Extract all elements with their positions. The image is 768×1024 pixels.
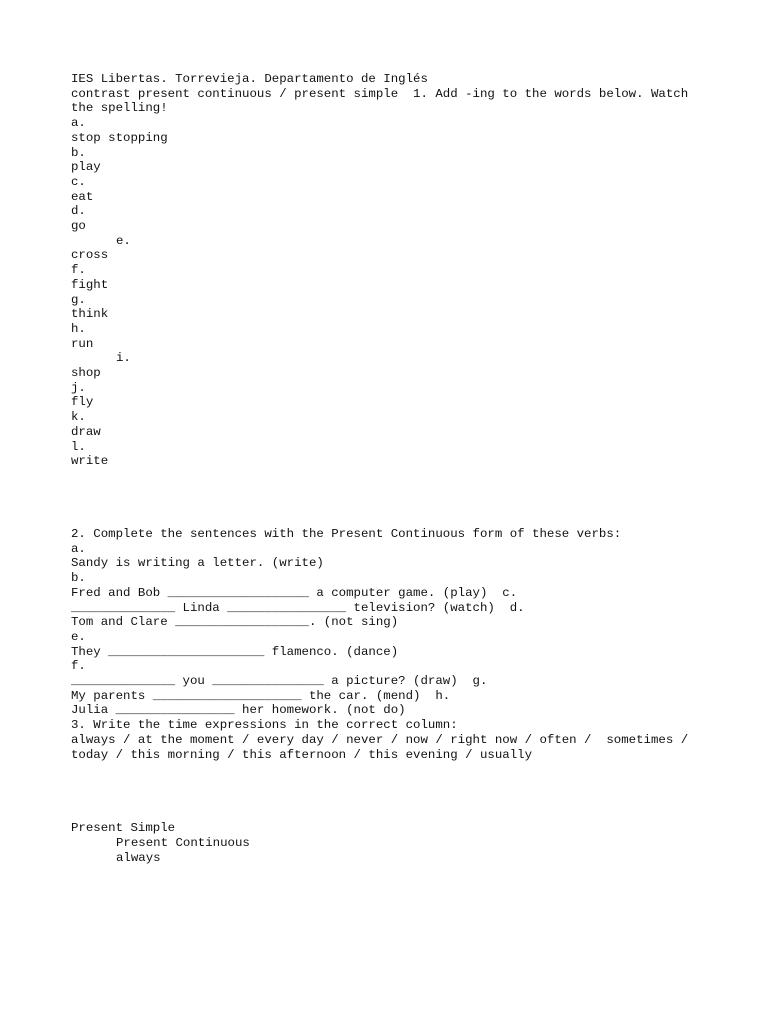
item-letter: f. xyxy=(71,263,86,278)
sentence-line: ______________ you _______________ a picture? (draw) g. xyxy=(71,674,488,689)
item-word: shop xyxy=(71,366,101,381)
item-letter: i. xyxy=(116,351,131,366)
sentence-line: Tom and Clare __________________. (not sing) xyxy=(71,615,399,630)
item-letter: g. xyxy=(71,292,86,307)
sentence-line: a. xyxy=(71,541,86,556)
worksheet-page xyxy=(71,72,711,865)
item-letter: h. xyxy=(71,321,86,336)
spacer xyxy=(71,762,711,821)
item-letter: l. xyxy=(71,439,86,454)
item-letter: e. xyxy=(116,233,131,248)
sentence-line: My parents ____________________ the car. (mend) h. xyxy=(71,688,451,703)
item-word: stop stopping xyxy=(71,130,168,145)
exercise-2 xyxy=(71,527,711,718)
sentence-line: Sandy is writing a letter. (write) xyxy=(71,556,324,571)
sentence-line: They _____________________ flamenco. (dance) xyxy=(71,644,399,659)
sentence-line: ______________ Linda ________________ television? (watch) d. xyxy=(71,600,525,615)
document-header: IES Libertas. Torrevieja. Departamento de Inglés xyxy=(71,72,428,86)
sentence-line: f. xyxy=(71,659,86,674)
exercise-1-list xyxy=(71,116,711,469)
item-letter: k. xyxy=(71,410,86,425)
item-word: think xyxy=(71,307,109,322)
item-letter: b. xyxy=(71,145,86,160)
item-word: fly xyxy=(71,395,94,410)
column-present-continuous: Present Continuous xyxy=(116,835,250,850)
item-word: write xyxy=(71,454,109,469)
exercise-2-title: 2. Complete the sentences with the Present Continuous form of these verbs: xyxy=(71,526,622,541)
item-word: draw xyxy=(71,424,101,439)
time-expressions: always / at the moment / every day / never / now / right now / often / sometimes / today / this morning / this afternoon / this evening / usually xyxy=(71,732,696,762)
exercise-1-instructions: contrast present continuous / present simple 1. Add -ing to the words below. Watch the spelling! xyxy=(71,86,696,116)
item-word: eat xyxy=(71,189,94,204)
sentence-line: Fred and Bob ___________________ a computer game. (play) c. xyxy=(71,585,518,600)
column-example-entry: always xyxy=(116,850,161,865)
sentence-line: Julia ________________ her homework. (not do) xyxy=(71,703,406,718)
item-word: go xyxy=(71,219,86,234)
exercise-3 xyxy=(71,718,711,762)
spacer xyxy=(71,469,711,527)
exercise-3-title: 3. Write the time expressions in the correct column: xyxy=(71,718,458,733)
item-letter: c. xyxy=(71,174,86,189)
item-letter: j. xyxy=(71,380,86,395)
item-word: cross xyxy=(71,248,109,263)
item-letter: a. xyxy=(71,116,86,131)
item-word: play xyxy=(71,160,101,175)
sentence-line: b. xyxy=(71,571,86,586)
column-headings xyxy=(71,821,711,865)
item-word: run xyxy=(71,336,94,351)
column-present-simple: Present Simple xyxy=(71,821,176,836)
item-letter: d. xyxy=(71,204,86,219)
item-word: fight xyxy=(71,277,109,292)
sentence-line: e. xyxy=(71,629,86,644)
